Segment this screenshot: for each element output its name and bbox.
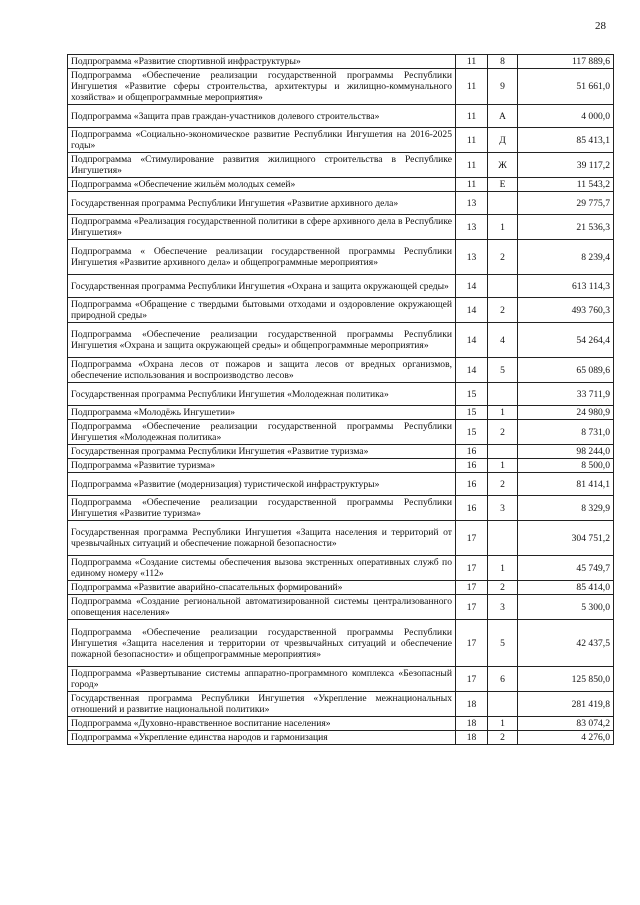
program-code-cell: 13: [456, 192, 488, 215]
subprogram-code-cell: 1: [488, 556, 518, 581]
subprogram-code-cell: [488, 275, 518, 298]
program-name-cell: Подпрограмма «Обеспечение реализации государственной программы Республики Ингушетия «Защита населения и территории от чрезвычайных ситуаций и обеспечение пожарной безопасности» и общепрограммные мероприятия»: [68, 620, 456, 667]
amount-cell: 8 329,9: [518, 496, 614, 521]
program-name-cell: Подпрограмма «Обеспечение реализации государственной программы Республики Ингушетия «Развитие сферы строительства, архитектуры и жилищно-коммунального хозяйства» и общепрограммные мероприятия»: [68, 69, 456, 105]
amount-cell: 125 850,0: [518, 667, 614, 692]
program-name-cell: Подпрограмма «Создание системы обеспечения вызова экстренных оперативных служб по единому номеру «112»: [68, 556, 456, 581]
subprogram-code-cell: [488, 383, 518, 406]
program-code-cell: 18: [456, 731, 488, 745]
amount-cell: 65 089,6: [518, 358, 614, 383]
subprogram-code-cell: [488, 521, 518, 556]
subprogram-code-cell: 3: [488, 496, 518, 521]
table-row: [68, 69, 614, 105]
table-row: [68, 521, 614, 556]
table-row: [68, 358, 614, 383]
table-row: [68, 298, 614, 323]
program-name-cell: Подпрограмма «Стимулирование развития жилищного строительства в Республике Ингушетия»: [68, 153, 456, 178]
program-name-cell: Государственная программа Республики Ингушетия «Развитие архивного дела»: [68, 192, 456, 215]
subprogram-code-cell: А: [488, 105, 518, 128]
program-code-cell: 11: [456, 55, 488, 69]
subprogram-code-cell: 8: [488, 55, 518, 69]
budget-table: [67, 54, 614, 745]
table-row: [68, 178, 614, 192]
table-row: [68, 496, 614, 521]
subprogram-code-cell: 2: [488, 420, 518, 445]
program-code-cell: 16: [456, 473, 488, 496]
program-code-cell: 14: [456, 358, 488, 383]
program-name-cell: Подпрограмма «Обращение с твердыми бытовыми отходами и оздоровление окружающей природной среды»: [68, 298, 456, 323]
program-code-cell: 11: [456, 105, 488, 128]
program-code-cell: 11: [456, 178, 488, 192]
table-row: [68, 581, 614, 595]
table-row: [68, 445, 614, 459]
program-name-cell: Государственная программа Республики Ингушетия «Молодежная политика»: [68, 383, 456, 406]
program-name-cell: Подпрограмма «Защита прав граждан-участников долевого строительства»: [68, 105, 456, 128]
amount-cell: 11 543,2: [518, 178, 614, 192]
program-name-cell: Подпрограмма « Обеспечение реализации государственной программы Республики Ингушетия «Развитие архивного дела» и общепрограммные мероприятия»: [68, 240, 456, 275]
amount-cell: 8 500,0: [518, 459, 614, 473]
subprogram-code-cell: 2: [488, 240, 518, 275]
amount-cell: 83 074,2: [518, 717, 614, 731]
table-row: [68, 692, 614, 717]
amount-cell: 304 751,2: [518, 521, 614, 556]
program-code-cell: 11: [456, 128, 488, 153]
subprogram-code-cell: 1: [488, 459, 518, 473]
table-row: [68, 128, 614, 153]
amount-cell: 45 749,7: [518, 556, 614, 581]
amount-cell: 51 661,0: [518, 69, 614, 105]
program-code-cell: 17: [456, 667, 488, 692]
subprogram-code-cell: 5: [488, 358, 518, 383]
table-row: [68, 192, 614, 215]
amount-cell: 493 760,3: [518, 298, 614, 323]
table-row: [68, 459, 614, 473]
amount-cell: 281 419,8: [518, 692, 614, 717]
subprogram-code-cell: 6: [488, 667, 518, 692]
table-row: [68, 620, 614, 667]
amount-cell: 4 276,0: [518, 731, 614, 745]
program-name-cell: Подпрограмма «Укрепление единства народов и гармонизация: [68, 731, 456, 745]
subprogram-code-cell: 9: [488, 69, 518, 105]
subprogram-code-cell: [488, 192, 518, 215]
amount-cell: 39 117,2: [518, 153, 614, 178]
amount-cell: 21 536,3: [518, 215, 614, 240]
amount-cell: 29 775,7: [518, 192, 614, 215]
program-code-cell: 14: [456, 275, 488, 298]
program-code-cell: 15: [456, 383, 488, 406]
program-name-cell: Государственная программа Республики Ингушетия «Защита населения и территорий от чрезвычайных ситуаций и обеспечение пожарной безопасности»: [68, 521, 456, 556]
program-name-cell: Подпрограмма «Обеспечение жильём молодых семей»: [68, 178, 456, 192]
program-name-cell: Государственная программа Республики Ингушетия «Развитие туризма»: [68, 445, 456, 459]
amount-cell: 85 414,0: [518, 581, 614, 595]
program-code-cell: 16: [456, 445, 488, 459]
table-row: [68, 667, 614, 692]
table-row: [68, 153, 614, 178]
table-row: [68, 556, 614, 581]
table-row: [68, 240, 614, 275]
program-name-cell: Подпрограмма «Охрана лесов от пожаров и защита лесов от вредных организмов, обеспечение использования и воспроизводство лесов»: [68, 358, 456, 383]
subprogram-code-cell: Д: [488, 128, 518, 153]
program-code-cell: 13: [456, 215, 488, 240]
amount-cell: 5 300,0: [518, 595, 614, 620]
program-code-cell: 17: [456, 581, 488, 595]
subprogram-code-cell: Е: [488, 178, 518, 192]
table-row: [68, 383, 614, 406]
program-name-cell: Подпрограмма «Обеспечение реализации государственной программы Республики Ингушетия «Охрана и защита окружающей среды» и общепрограммные мероприятия»: [68, 323, 456, 358]
amount-cell: 81 414,1: [518, 473, 614, 496]
table-row: [68, 105, 614, 128]
table-row: [68, 717, 614, 731]
subprogram-code-cell: 1: [488, 215, 518, 240]
subprogram-code-cell: [488, 692, 518, 717]
amount-cell: 42 437,5: [518, 620, 614, 667]
amount-cell: 98 244,0: [518, 445, 614, 459]
program-name-cell: Подпрограмма «Развертывание системы аппаратно-программного комплекса «Безопасный город»: [68, 667, 456, 692]
table-row: [68, 420, 614, 445]
subprogram-code-cell: 1: [488, 406, 518, 420]
program-code-cell: 16: [456, 496, 488, 521]
table-row: [68, 595, 614, 620]
page-number: 28: [595, 20, 606, 32]
amount-cell: 613 114,3: [518, 275, 614, 298]
program-code-cell: 14: [456, 323, 488, 358]
subprogram-code-cell: [488, 445, 518, 459]
program-name-cell: Подпрограмма «Создание региональной автоматизированной системы централизованного оповещения населения»: [68, 595, 456, 620]
program-name-cell: Подпрограмма «Молодёжь Ингушетии»: [68, 406, 456, 420]
program-name-cell: Государственная программа Республики Ингушетия «Укрепление межнациональных отношений и развитие национальной политики»: [68, 692, 456, 717]
amount-cell: 33 711,9: [518, 383, 614, 406]
table-row: [68, 55, 614, 69]
subprogram-code-cell: 1: [488, 717, 518, 731]
program-name-cell: Подпрограмма «Развитие спортивной инфраструктуры»: [68, 55, 456, 69]
subprogram-code-cell: 5: [488, 620, 518, 667]
program-name-cell: Государственная программа Республики Ингушетия «Охрана и защита окружающей среды»: [68, 275, 456, 298]
program-name-cell: Подпрограмма «Развитие аварийно-спасательных формирований»: [68, 581, 456, 595]
subprogram-code-cell: 4: [488, 323, 518, 358]
program-code-cell: 17: [456, 595, 488, 620]
program-code-cell: 18: [456, 692, 488, 717]
table-row: [68, 406, 614, 420]
program-code-cell: 15: [456, 420, 488, 445]
program-name-cell: Подпрограмма «Развитие туризма»: [68, 459, 456, 473]
subprogram-code-cell: 2: [488, 298, 518, 323]
subprogram-code-cell: 2: [488, 731, 518, 745]
table-row: [68, 473, 614, 496]
program-code-cell: 13: [456, 240, 488, 275]
table-row: [68, 731, 614, 745]
program-name-cell: Подпрограмма «Обеспечение реализации государственной программы Республики Ингушетия «Молодежная политика»: [68, 420, 456, 445]
table-row: [68, 323, 614, 358]
program-name-cell: Подпрограмма «Обеспечение реализации государственной программы Республики Ингушетия «Развитие туризма»: [68, 496, 456, 521]
program-name-cell: Подпрограмма «Социально-экономическое развитие Республики Ингушетия на 2016-2025 годы»: [68, 128, 456, 153]
amount-cell: 117 889,6: [518, 55, 614, 69]
amount-cell: 54 264,4: [518, 323, 614, 358]
table-row: [68, 215, 614, 240]
subprogram-code-cell: Ж: [488, 153, 518, 178]
amount-cell: 24 980,9: [518, 406, 614, 420]
amount-cell: 85 413,1: [518, 128, 614, 153]
program-name-cell: Подпрограмма «Развитие (модернизация) туристической инфраструктуры»: [68, 473, 456, 496]
program-code-cell: 18: [456, 717, 488, 731]
program-code-cell: 17: [456, 620, 488, 667]
program-code-cell: 14: [456, 298, 488, 323]
program-code-cell: 16: [456, 459, 488, 473]
table-row: [68, 275, 614, 298]
program-code-cell: 11: [456, 153, 488, 178]
amount-cell: 8 731,0: [518, 420, 614, 445]
subprogram-code-cell: 2: [488, 581, 518, 595]
program-code-cell: 17: [456, 521, 488, 556]
program-code-cell: 17: [456, 556, 488, 581]
subprogram-code-cell: 2: [488, 473, 518, 496]
amount-cell: 4 000,0: [518, 105, 614, 128]
budget-table-body: [68, 55, 614, 745]
program-name-cell: Подпрограмма «Духовно-нравственное воспитание населения»: [68, 717, 456, 731]
subprogram-code-cell: 3: [488, 595, 518, 620]
program-code-cell: 15: [456, 406, 488, 420]
program-code-cell: 11: [456, 69, 488, 105]
program-name-cell: Подпрограмма «Реализация государственной политики в сфере архивного дела в Республике Ингушетия»: [68, 215, 456, 240]
amount-cell: 8 239,4: [518, 240, 614, 275]
